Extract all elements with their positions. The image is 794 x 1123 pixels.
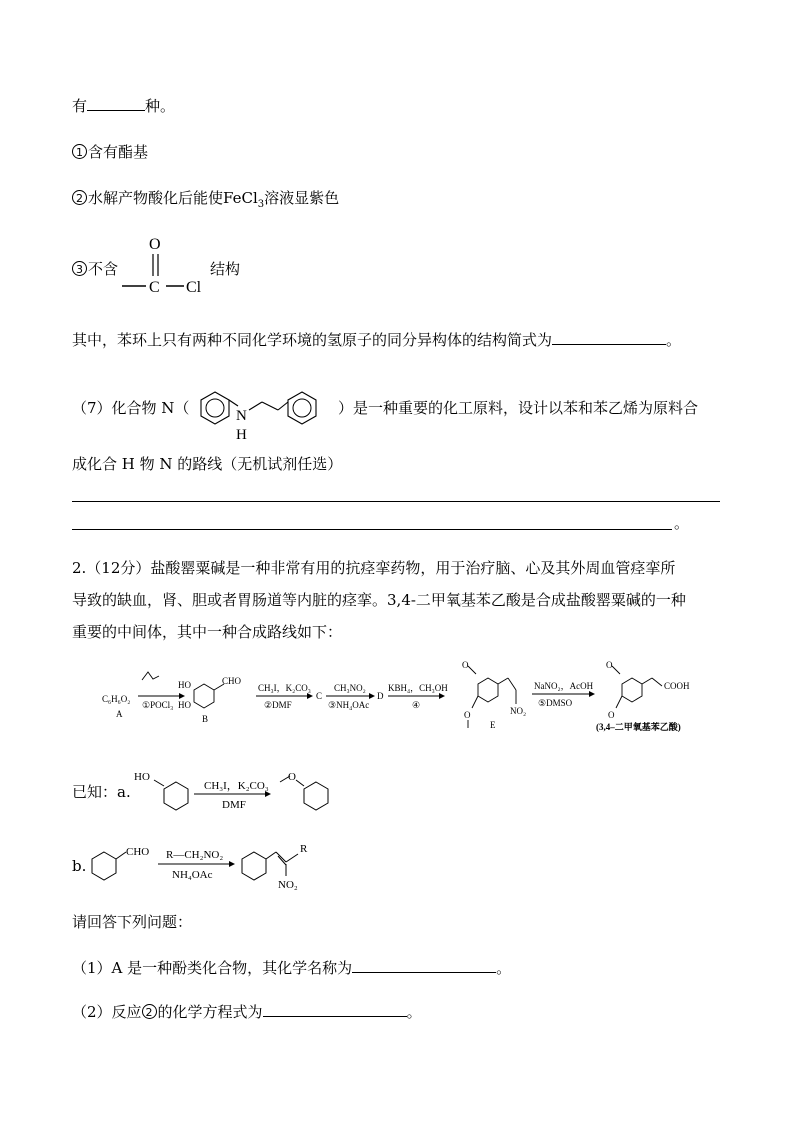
known-label: 已知：a.: [72, 783, 131, 801]
reagent-label: CH₃I，K₂CO₃: [204, 780, 269, 792]
hydrogen-atom: H: [236, 427, 247, 443]
known-b-label: b.: [72, 857, 87, 875]
q7-prefix: （7）化合物 N（: [72, 399, 190, 417]
r-group: R: [300, 843, 308, 855]
catalyst-label: NH₄OAc: [172, 869, 213, 881]
answer-blank[interactable]: [552, 330, 666, 345]
sub-question-1: （1）A 是一种酚类化合物，其化学名称为 。: [72, 959, 512, 977]
q7-suffix: ）是一种重要的化工原料，设计以苯和苯乙烯为原料合: [338, 399, 699, 417]
svg-text:O: O: [606, 660, 613, 670]
known-reaction-b: [86, 838, 326, 894]
carbon-atom: C: [149, 279, 160, 296]
acyl-chloride-structure: [118, 232, 214, 298]
answer-blank[interactable]: [263, 1002, 407, 1017]
svg-text:O: O: [464, 710, 471, 720]
hydroxyl-group: HO: [134, 771, 150, 783]
condition-1: 1 含有酯基: [72, 142, 148, 162]
solvent-label: DMF: [222, 799, 246, 811]
oxygen-atom: O: [149, 236, 161, 253]
product-name: (3,4–二甲氧基苯乙酸): [596, 722, 681, 732]
answer-prompt: 请回答下列问题：: [72, 913, 193, 931]
compound-b-ho: HO: [178, 680, 191, 690]
label-e: E: [490, 720, 496, 730]
circled-number-3: 3: [72, 261, 87, 276]
circled-number-2: 2: [72, 190, 87, 205]
step-2-reagent: CH₃I，K₂CO₃: [258, 683, 311, 693]
q2-intro-line-1: 2.（12分）盐酸罂粟碱是一种非常有用的抗痉挛药物，用于治疗脑、心及其外周血管痉挛所: [72, 559, 676, 577]
aldehyde-group: CHO: [126, 846, 150, 858]
step-5-condition: ⑤DMSO: [538, 698, 573, 708]
chlorine-atom: Cl: [186, 279, 202, 296]
label-a: A: [116, 709, 123, 719]
q7-end: 。: [674, 514, 690, 532]
step-1-reagent: ①POCl₃: [142, 700, 174, 710]
label-b: B: [202, 714, 209, 724]
svg-text:O: O: [462, 660, 469, 670]
nitrogen-atom: N: [236, 408, 247, 424]
isomer-question: 其中，苯环上只有两种不同化学环境的氢原子的同分异构体的结构简式为 。: [72, 331, 682, 349]
sub-question-2: （2）反应 2 的化学方程式为 。: [72, 1003, 422, 1021]
compound-b-cho: CHO: [222, 676, 242, 686]
compound-n-structure: [186, 380, 338, 444]
svg-text:O: O: [608, 710, 615, 720]
condition-3-suffix: 结构: [210, 260, 241, 278]
answer-line[interactable]: [72, 501, 720, 502]
condition-3: 3 不含: [72, 259, 118, 279]
q2-intro-line-2: 导致的缺血，肾、胆或者胃肠道等内脏的痉挛。3,4-二甲氧基苯乙酸是合成盐酸罂粟碱的一种: [72, 591, 686, 609]
product-cooh: COOH: [664, 681, 690, 691]
label-d: D: [377, 691, 384, 701]
q2-intro-line-3: 重要的中间体，其中一种合成路线如下：: [72, 623, 343, 641]
nitro-group: NO₂: [278, 879, 298, 891]
step-3-condition: ③NH₄OAc: [328, 700, 370, 710]
count-line: 有 种。: [72, 97, 176, 115]
q7-line-2: 成化合 H 物 N 的路线（无机试剂任选）: [72, 455, 343, 473]
circled-number-1: 1: [72, 144, 87, 159]
compound-e-no2: NO₂: [510, 706, 527, 716]
label-c: C: [316, 691, 323, 701]
answer-line[interactable]: [72, 529, 672, 530]
circled-number-2: 2: [142, 1004, 157, 1019]
answer-blank[interactable]: [352, 958, 496, 973]
step-4-condition: ④: [412, 700, 421, 710]
step-3-reagent: CH₃NO₂: [334, 683, 366, 693]
answer-blank[interactable]: [87, 96, 145, 111]
compound-b-ho: HO: [178, 700, 191, 710]
step-5-reagent: NaNO₂，AcOH: [534, 681, 594, 691]
condition-2: 2 水解产物酸化后能使FeCl$_3$溶液显紫色: [72, 188, 339, 215]
known-reaction-a: [130, 768, 350, 816]
compound-a-formula: C₆H₆O₂: [102, 694, 131, 704]
reagent-label: R—CH₂NO₂: [166, 849, 224, 861]
svg-text:O: O: [288, 771, 296, 783]
synthesis-route-scheme: [98, 656, 718, 738]
step-2-condition: ②DMF: [264, 700, 292, 710]
step-4-reagent: KBH₄，CH₃OH: [388, 683, 448, 693]
